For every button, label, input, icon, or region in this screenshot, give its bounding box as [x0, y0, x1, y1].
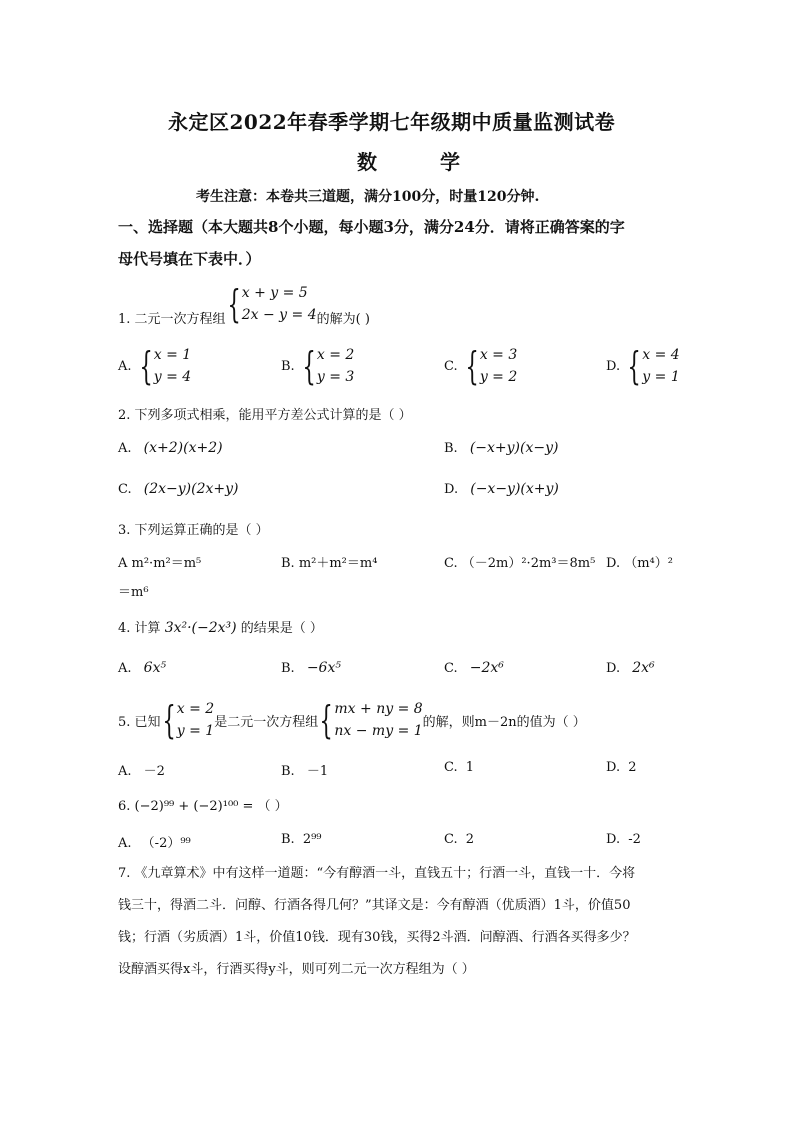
- option-text: 1: [465, 760, 475, 775]
- option-expr: 2x⁶: [632, 660, 655, 676]
- question-1-system: { x + y = 5 2x − y = 4: [226, 281, 317, 326]
- exam-title: 永定区2022年春季学期七年级期中质量监测试卷: [168, 110, 616, 134]
- question-6-option-c[interactable]: [444, 832, 474, 847]
- option-label: C.: [444, 832, 458, 847]
- question-6-option-a[interactable]: [118, 832, 191, 851]
- option-label: C.: [444, 358, 458, 374]
- option-text: （-2）⁹⁹: [141, 836, 191, 851]
- option-text: 2: [465, 832, 475, 847]
- question-2-stem: 2. 下列多项式相乘，能用平方差公式计算的是（ ）: [118, 408, 412, 423]
- option-expr: (−x−y)(x+y): [470, 481, 559, 497]
- question-6-option-b[interactable]: [281, 832, 322, 847]
- option-expr: (−x+y)(x−y): [469, 440, 559, 456]
- question-1-eq1: x + y = 5: [241, 284, 308, 301]
- question-5-sys1-eq1: x = 2: [176, 701, 215, 717]
- option-label: C.: [118, 482, 132, 497]
- section-header-line2: 母代号填在下表中．）: [118, 250, 261, 268]
- option-text: 2: [628, 760, 637, 775]
- option-eq: x = 4: [642, 347, 680, 363]
- option-text: 2⁹⁹: [302, 832, 322, 847]
- subject-title: 数 学: [357, 150, 488, 174]
- question-2-option-a[interactable]: [118, 440, 223, 456]
- option-label: A.: [118, 764, 132, 779]
- option-label: B.: [281, 661, 295, 676]
- option-label: D.: [606, 358, 621, 374]
- section-header-line1: 一、选择题（本大题共8个小题，每小题3分，满分24分．请将正确答案的字: [118, 218, 625, 236]
- option-label: C.: [444, 661, 458, 676]
- question-4-option-c[interactable]: [444, 660, 504, 676]
- question-5-sys2-eq1: mx + ny = 8: [334, 701, 423, 717]
- option-eq: x = 3: [479, 347, 518, 363]
- question-5-option-c[interactable]: [444, 760, 474, 775]
- question-1-prefix: 1. 二元一次方程组: [118, 312, 226, 327]
- question-4-suffix: 的结果是（ ）: [240, 621, 323, 636]
- question-1-eq2: 2x − y = 4: [241, 306, 317, 323]
- question-3-option-a[interactable]: A m²·m²＝m⁵: [118, 556, 202, 571]
- option-label: C.: [444, 760, 458, 775]
- question-7-line1: 7. 《九章算术》中有这样一道题：“今有醇酒一斗，直钱五十；行酒一斗，直钱一十．今将: [118, 866, 636, 881]
- question-4-option-d[interactable]: [606, 660, 655, 676]
- question-1-option-b[interactable]: B. { x = 2 y = 3: [281, 344, 355, 388]
- question-7-line4: 设醇酒买得x斗，行酒买得y斗，则可列二元一次方程组为（ ）: [118, 962, 475, 977]
- question-2-option-d[interactable]: [444, 481, 559, 497]
- question-6-option-d[interactable]: [606, 832, 641, 847]
- exam-notice: 考生注意：本卷共三道题，满分100分，时量120分钟.: [196, 189, 540, 205]
- question-1-suffix: 的解为( ): [316, 312, 370, 327]
- option-eq: x = 2: [316, 347, 355, 363]
- option-expr: (2x−y)(2x+y): [143, 481, 239, 497]
- question-5-suffix: 的解，则m－2n的值为（ ）: [422, 714, 586, 730]
- option-label: B.: [281, 832, 295, 847]
- option-eq: y = 4: [153, 369, 192, 385]
- question-4-option-b[interactable]: [281, 660, 341, 676]
- option-eq: y = 1: [642, 369, 680, 385]
- question-5-mid: 是二元一次方程组: [214, 714, 319, 730]
- question-5-prefix: 5. 已知: [118, 714, 161, 730]
- option-label: A.: [118, 661, 132, 676]
- option-eq: y = 3: [316, 369, 355, 385]
- option-label: B.: [444, 441, 458, 456]
- question-4-prefix: 4. 计算: [118, 621, 161, 636]
- question-4-option-a[interactable]: [118, 660, 166, 676]
- option-label: A.: [118, 836, 132, 851]
- question-5-option-d[interactable]: [606, 760, 637, 775]
- option-expr: −2x⁶: [469, 660, 504, 676]
- question-4-expr: 3x²·(−2x³): [164, 620, 237, 636]
- question-1-option-c[interactable]: C. { x = 3 y = 2: [444, 344, 518, 388]
- question-3-option-b[interactable]: B. m²＋m²＝m⁴: [281, 556, 378, 571]
- question-2-option-b[interactable]: [444, 440, 558, 456]
- option-expr: (x+2)(x+2): [143, 440, 223, 456]
- question-3-stem: 3. 下列运算正确的是（ ）: [118, 523, 269, 538]
- option-expr: 6x⁵: [143, 660, 167, 676]
- option-text: －1: [306, 764, 329, 779]
- option-label: D.: [606, 832, 621, 847]
- question-5: 5. 已知 { x = 2 y = 1 是二元一次方程组 { mx + ny = 8 nx − my = 1 的解，则m－2n的值为（ ）: [118, 698, 586, 742]
- option-eq: y = 2: [479, 369, 518, 385]
- question-6-stem: 6. (−2)⁹⁹ + (−2)¹⁰⁰ = （ ）: [118, 799, 288, 814]
- question-5-sys2-eq2: nx − my = 1: [334, 723, 423, 739]
- option-expr: −6x⁵: [306, 660, 341, 676]
- option-text: －2: [143, 764, 165, 779]
- option-label: D.: [444, 482, 459, 497]
- option-text: -2: [628, 832, 641, 847]
- option-label: D.: [606, 661, 621, 676]
- option-label: B.: [281, 764, 295, 779]
- question-5-option-b[interactable]: [281, 760, 328, 779]
- question-1: [118, 280, 370, 327]
- option-label: A.: [118, 358, 132, 374]
- question-5-option-a[interactable]: [118, 760, 165, 779]
- question-1-option-a[interactable]: A. { x = 1 y = 4: [118, 344, 192, 388]
- question-3-option-d[interactable]: D. （m⁴）²: [606, 556, 673, 571]
- question-7-line3: 钱；行酒（劣质酒）1斗，价值10钱．现有30钱，买得2斗酒．问醇酒、行酒各买得多少？: [118, 930, 636, 945]
- question-5-sys1-eq2: y = 1: [176, 723, 215, 739]
- option-label: D.: [606, 760, 621, 775]
- question-3-option-d-cont: ＝m⁶: [118, 585, 149, 600]
- question-4: [118, 617, 323, 636]
- question-7-line2: 钱三十，得酒二斗．问醇、行酒各得几何？”其译文是：今有醇酒（优质酒）1斗，价值50: [118, 898, 631, 913]
- question-2-option-c[interactable]: [118, 481, 239, 497]
- question-1-option-d[interactable]: D. { x = 4 y = 1: [606, 344, 680, 388]
- option-label: B.: [281, 358, 295, 374]
- option-label: A.: [118, 441, 132, 456]
- option-eq: x = 1: [153, 347, 192, 363]
- question-3-option-c[interactable]: C. （－2m）²·2m³＝8m⁵: [444, 556, 596, 571]
